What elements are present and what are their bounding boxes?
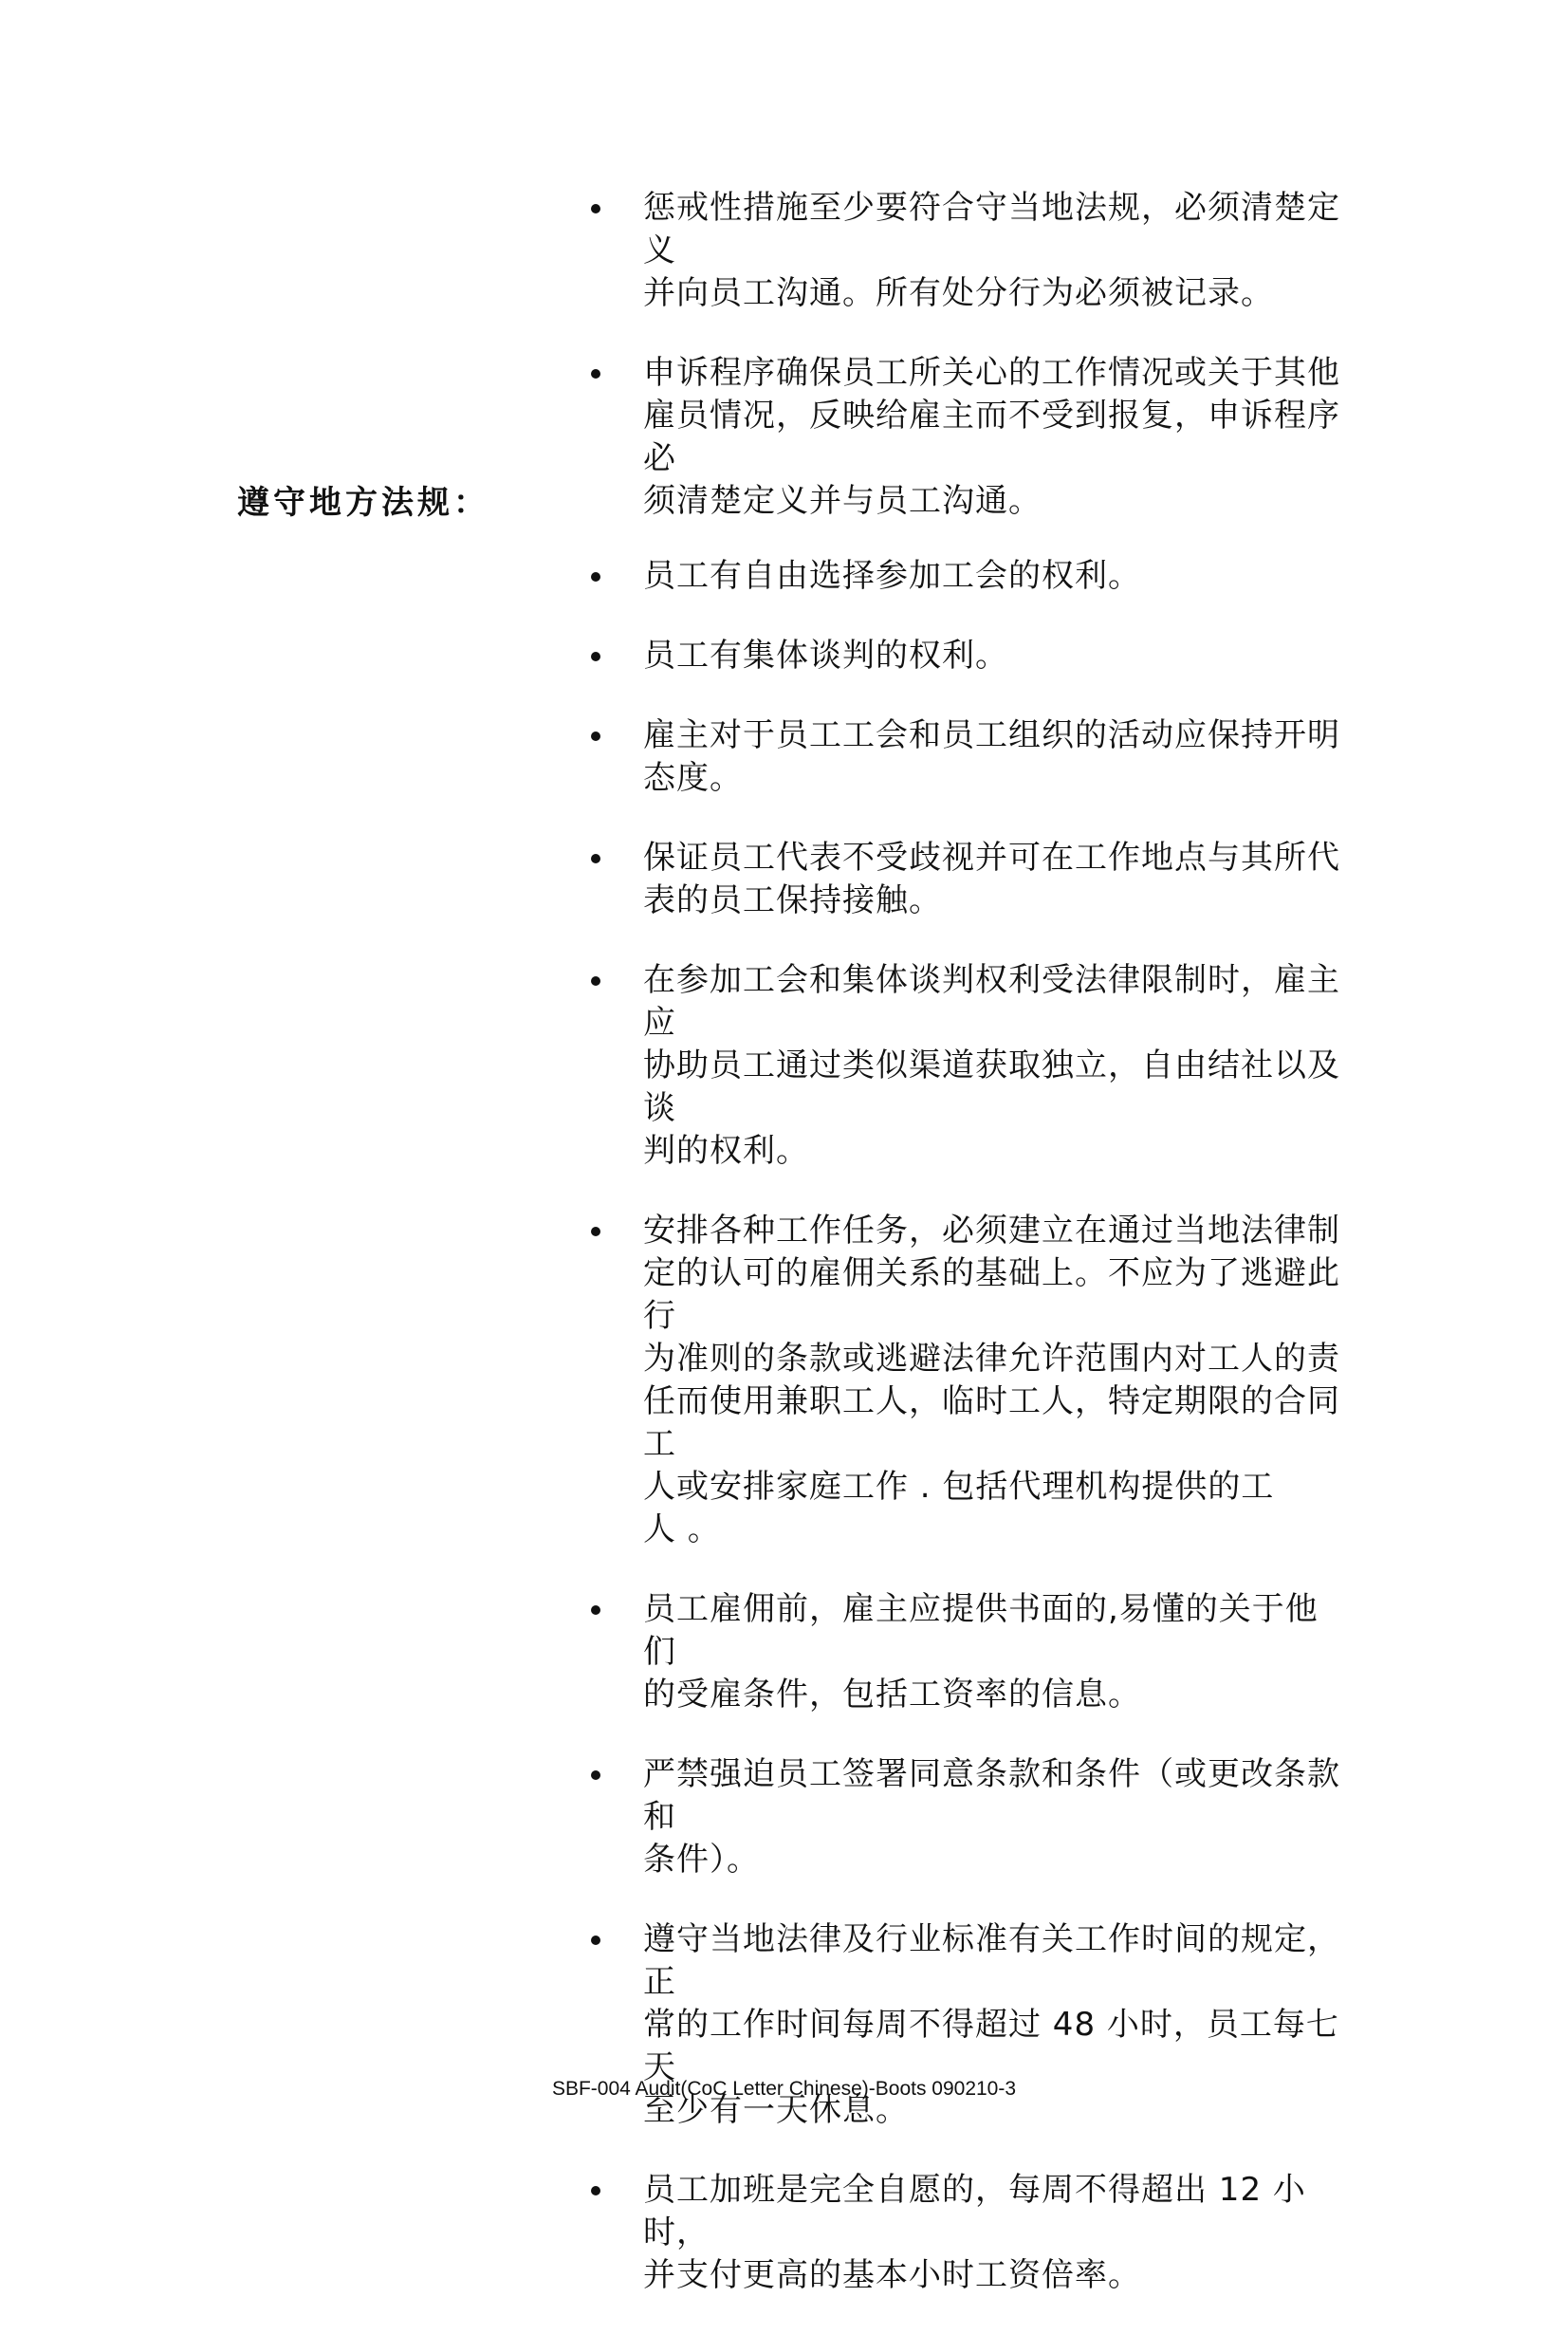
bullet-text: 员工有集体谈判的权利。 — [643, 637, 1008, 675]
bullet-icon — [591, 1770, 600, 1780]
bullet-text: 雇主对于员工工会和员工组织的活动应保持开明 态度。 — [643, 716, 1340, 797]
bullet-icon — [591, 1227, 600, 1236]
bullet-icon — [591, 572, 600, 582]
bullet-icon — [591, 652, 600, 661]
bullet-item — [581, 959, 1351, 1173]
bullet-text: 严禁强迫员工签署同意条款和条件（或更改条款和 条件）。 — [643, 1755, 1340, 1879]
bullet-text: 遵守当地法律及行业标准有关工作时间的规定，正 常的工作时间每周不得超过 48 小时，员工每七天 至少有一天休息。 — [643, 1920, 1340, 2129]
bullet-text: 惩戒性措施至少要符合守当地法规，必须清楚定义 并向员工沟通。所有处分行为必须被记录。 — [643, 189, 1340, 312]
bullet-list-main — [581, 555, 1351, 2334]
bullet-icon — [591, 1605, 600, 1615]
page-footer: SBF-004 Audit(CoC Letter Chinese)-Boots 090210-3 — [551, 2078, 1017, 2100]
bullet-list-top — [581, 187, 1351, 560]
bullet-item — [581, 187, 1351, 315]
bullet-item — [581, 714, 1351, 800]
bullet-icon — [591, 854, 600, 863]
bullet-item — [581, 555, 1351, 598]
bullet-text: 申诉程序确保员工所关心的工作情况或关于其他 雇员情况，反映给雇主而不受到报复，申诉程序必 须清楚定义并与员工沟通。 — [643, 354, 1340, 520]
section-heading: 遵守地方法规： — [237, 484, 489, 522]
bullet-text: 保证员工代表不受歧视并可在工作地点与其所代 表的员工保持接触。 — [643, 839, 1340, 919]
bullet-icon — [591, 204, 600, 213]
bullet-item — [581, 1210, 1351, 1551]
bullet-text: 员工加班是完全自愿的，每周不得超出 12 小时， 并支付更高的基本小时工资倍率。 — [643, 2171, 1306, 2294]
bullet-text: 员工有自由选择参加工会的权利。 — [643, 557, 1141, 595]
bullet-text: 安排各种工作任务，必须建立在通过当地法律制 定的认可的雇佣关系的基础上。不应为了逃避此行 为准则的条款或逃避法律允许范围内对工人的责 任而使用兼职工人，临时工人，特定期限的合同工 人或安排家庭工作 . 包括代理机构提供的工 人 。 — [643, 1212, 1340, 1548]
bullet-icon — [591, 1936, 600, 1945]
bullet-icon — [591, 2186, 600, 2195]
bullet-text: 员工雇佣前，雇主应提供书面的,易懂的关于他们 的受雇条件，包括工资率的信息。 — [643, 1590, 1319, 1713]
bullet-icon — [591, 369, 600, 379]
bullet-item — [581, 352, 1351, 523]
bullet-item — [581, 635, 1351, 677]
bullet-item — [581, 1753, 1351, 1881]
bullet-text: 在参加工会和集体谈判权利受法律限制时，雇主应 协助员工通过类似渠道获取独立，自由结社以及谈 判的权利。 — [643, 961, 1340, 1170]
bullet-item — [581, 837, 1351, 922]
bullet-icon — [591, 976, 600, 986]
bullet-item — [581, 2169, 1351, 2297]
bullet-item — [581, 1588, 1351, 1716]
bullet-icon — [591, 732, 600, 741]
